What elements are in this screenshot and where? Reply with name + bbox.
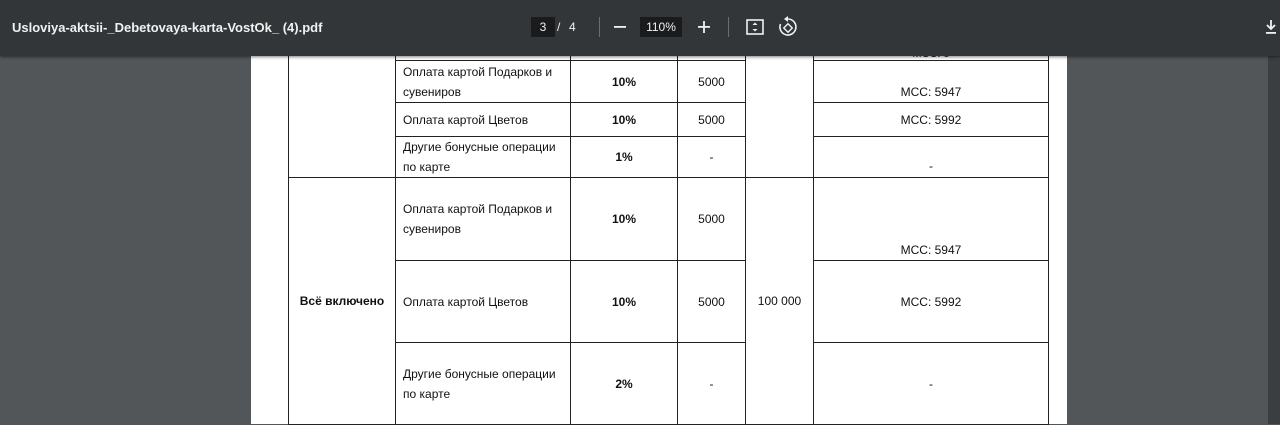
limit-cell: 5000 [678, 261, 746, 343]
toolbar-divider [599, 17, 600, 37]
mcc-cell: МСС: 5992 [814, 103, 1049, 137]
limit-cell: 5000 [678, 103, 746, 137]
pdf-page [251, 56, 1067, 424]
mcc-cell: - [814, 343, 1049, 425]
zoom-level-input[interactable]: 110% [640, 17, 682, 37]
limit-cell: - [678, 137, 746, 178]
limit-cell: 5000 [678, 178, 746, 261]
percent-cell: 10% [571, 103, 678, 137]
table-row [289, 61, 1049, 103]
total-limit-cell: 100 000 [746, 178, 814, 425]
table-row [289, 137, 1049, 178]
category-cell: Другие бонусные операции по карте [396, 343, 571, 425]
download-icon [1262, 14, 1280, 40]
mcc-cell: МСС: 5992 [814, 261, 1049, 343]
category-cell: Оплата картой Цветов [396, 103, 571, 137]
zoom-in-button[interactable] [691, 14, 717, 40]
table-row [289, 261, 1049, 343]
bonus-table [288, 8, 1049, 425]
table-row [289, 343, 1049, 425]
tariff-cell: Всё включено [289, 178, 396, 425]
document-title: Usloviya-aktsii-_Debetovaya-karta-VostOk_ (4).pdf [12, 20, 323, 35]
table-row [289, 178, 1049, 261]
pdf-toolbar [0, 0, 1280, 56]
zoom-out-button[interactable] [607, 14, 633, 40]
scrollbar[interactable] [1268, 56, 1280, 424]
page-separator: / [557, 20, 561, 34]
category-cell: Оплата картой Подарков и сувениров [396, 61, 571, 103]
mcc-cell: МСС: 5947 [814, 61, 1049, 103]
mcc-cell: МСС: 5947 [814, 178, 1049, 261]
percent-cell: 2% [571, 343, 678, 425]
category-cell: Оплата картой Подарков и сувениров [396, 178, 571, 261]
page-number-input[interactable]: 3 [531, 17, 555, 37]
mcc-cell: - [814, 137, 1049, 178]
percent-cell: 10% [571, 261, 678, 343]
percent-cell: 10% [571, 61, 678, 103]
fit-page-icon [742, 14, 768, 40]
zoom-in-icon [691, 14, 717, 40]
limit-cell: - [678, 343, 746, 425]
page-total: 4 [569, 20, 576, 34]
rotate-icon [775, 14, 801, 40]
percent-cell: 1% [571, 137, 678, 178]
fit-page-button[interactable] [742, 14, 768, 40]
limit-cell: 5000 [678, 61, 746, 103]
category-cell: Другие бонусные операции по карте [396, 137, 571, 178]
percent-cell: 10% [571, 178, 678, 261]
download-button[interactable] [1262, 14, 1280, 40]
rotate-button[interactable] [775, 14, 801, 40]
zoom-out-icon [607, 14, 633, 40]
table-row [289, 103, 1049, 137]
category-cell: Оплата картой Цветов [396, 261, 571, 343]
toolbar-divider [728, 17, 729, 37]
